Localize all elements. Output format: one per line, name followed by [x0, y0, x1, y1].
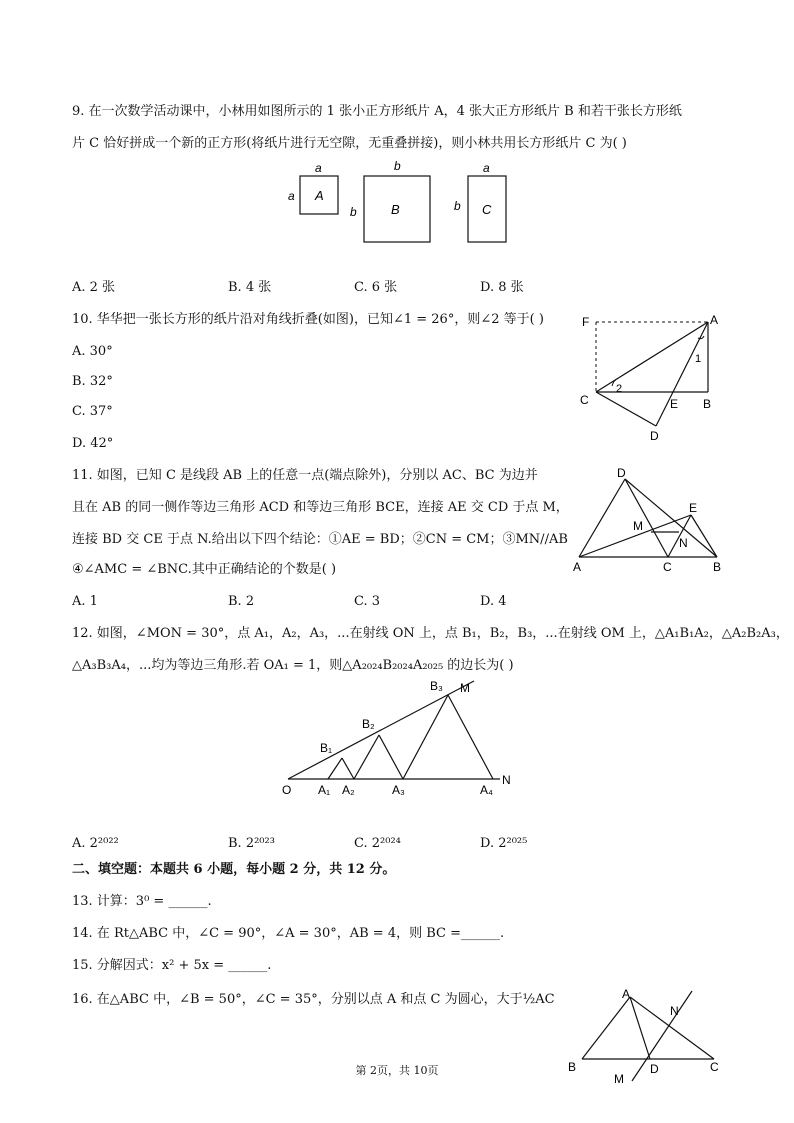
q11-stem-line3: 连接 BD 交 CE 于点 N.给出以下四个结论：①AE = BD；②CN = CM；③MN//AB — [72, 532, 568, 547]
q11-label-d: D — [617, 466, 626, 480]
q9-option-b: B. 4 张 — [228, 280, 272, 295]
q9-stem-line1: 9. 在一次数学活动课中，小林用如图所示的 1 张小正方形纸片 A，4 张大正方形纸片 B 和若干张长方形纸 — [72, 104, 682, 119]
q10-label-b: B — [703, 397, 712, 411]
label-c-rect: C — [482, 202, 492, 217]
q10-label-d: D — [650, 429, 659, 443]
side-c-top: a — [483, 161, 490, 175]
q14: 14. 在 Rt△ABC 中，∠C = 90°，∠A = 30°，AB = 4，则 BC =______. — [72, 926, 505, 941]
q11-stem-line4: ④∠AMC = ∠BNC.其中正确结论的个数是( ) — [72, 562, 337, 577]
q10-figure — [572, 310, 732, 445]
q12-label-n: N — [502, 773, 511, 787]
q11-label-b: B — [713, 560, 722, 574]
q12-label-b1: B₁ — [320, 741, 333, 755]
side-a-left: a — [288, 189, 295, 203]
q12-figure — [278, 676, 528, 801]
label-a-square: A — [315, 188, 324, 203]
q12-label-b2: B₂ — [362, 717, 375, 731]
q11-stem-line1: 11. 如图，已知 C 是线段 AB 上的任意一点(端点除外)，分别以 AC、BC 为边并 — [72, 468, 538, 483]
side-c-left: b — [454, 199, 461, 213]
q10-label-c: C — [580, 393, 589, 407]
q16-label-b: B — [568, 1060, 577, 1074]
q16-label-c: C — [710, 1060, 719, 1074]
q16-label-a: A — [622, 987, 631, 1001]
q12-option-a: A. 2²⁰²² — [72, 836, 119, 851]
q9-option-a: A. 2 张 — [72, 280, 116, 295]
q9-figure — [280, 158, 520, 248]
q9-option-c: C. 6 张 — [354, 280, 398, 295]
q10-label-f: F — [582, 315, 590, 329]
q16: 16. 在△ABC 中，∠B = 50°，∠C = 35°，分别以点 A 和点 C 为圆心，大于½AC — [72, 992, 555, 1007]
q16-label-m: M — [614, 1072, 624, 1085]
q9-option-d: D. 8 张 — [480, 280, 524, 295]
q12-stem-line1: 12. 如图，∠MON = 30°，点 A₁，A₂，A₃，...在射线 ON 上，点 B₁，B₂，B₃，...在射线 OM 上，△A₁B₁A₂，△A₂B₂A₃， — [72, 626, 789, 641]
q12-label-b3: B₃ — [430, 679, 443, 693]
q16-label-n: N — [670, 1004, 679, 1018]
section-heading: 二、填空题：本题共 6 小题，每小题 2 分，共 12 分。 — [72, 862, 396, 877]
q16-label-d: D — [650, 1062, 659, 1076]
q10-stem: 10. 华华把一张长方形的纸片沿对角线折叠(如图)，已知∠1 = 26°，则∠2 等于( ) — [72, 312, 544, 327]
q10-option-b: B. 32° — [72, 374, 113, 389]
q12-label-a4: A₄ — [480, 783, 493, 797]
q12-label-m: M — [460, 681, 470, 695]
q10-option-c: C. 37° — [72, 404, 113, 419]
q15: 15. 分解因式：x² + 5x = ______. — [72, 958, 272, 973]
q10-option-d: D. 42° — [72, 436, 114, 451]
q11-option-a: A. 1 — [72, 594, 98, 609]
page-footer: 第 2页，共 10页 — [355, 1064, 439, 1077]
q9-stem-line2: 片 C 恰好拼成一个新的正方形(将纸片进行无空隙，无重叠拼接)，则小林共用长方形纸片 C 为( ) — [72, 136, 627, 151]
q11-label-n: N — [679, 536, 688, 550]
q12-stem-line2: △A₃B₃A₄，...均为等边三角形.若 OA₁ = 1，则△A₂₀₂₄B₂₀₂₄A₂₀₂₅ 的边长为( ) — [72, 658, 514, 673]
q11-figure — [565, 465, 730, 575]
q12-option-b: B. 2²⁰²³ — [228, 836, 275, 851]
q11-label-c: C — [663, 560, 672, 574]
side-b-left: b — [350, 205, 357, 219]
q10-label-e: E — [670, 397, 679, 411]
q12-label-a3: A₃ — [392, 783, 405, 797]
q10-label-a: A — [710, 313, 719, 327]
q11-option-d: D. 4 — [480, 594, 507, 609]
label-b-square: B — [391, 202, 400, 217]
q11-label-a: A — [573, 560, 582, 574]
q11-option-c: C. 3 — [354, 594, 381, 609]
q10-angle-1: 1 — [695, 353, 702, 365]
q13: 13. 计算：3⁰ = ______. — [72, 894, 212, 909]
q11-label-e: E — [689, 501, 698, 515]
q12-option-d: D. 2²⁰²⁵ — [480, 836, 528, 851]
side-b-top: b — [394, 159, 401, 173]
q12-label-o: O — [282, 783, 292, 797]
q12-label-a2: A₂ — [342, 783, 355, 797]
q11-option-b: B. 2 — [228, 594, 255, 609]
q11-label-m: M — [633, 519, 643, 533]
q12-label-a1: A₁ — [318, 783, 331, 797]
side-a-top: a — [315, 161, 322, 175]
q10-angle-2: 2 — [616, 383, 623, 395]
q11-stem-line2: 且在 AB 的同一侧作等边三角形 ACD 和等边三角形 BCE，连接 AE 交 CD 于点 M， — [72, 500, 569, 515]
q12-option-c: C. 2²⁰²⁴ — [354, 836, 401, 851]
q10-option-a: A. 30° — [72, 344, 113, 359]
